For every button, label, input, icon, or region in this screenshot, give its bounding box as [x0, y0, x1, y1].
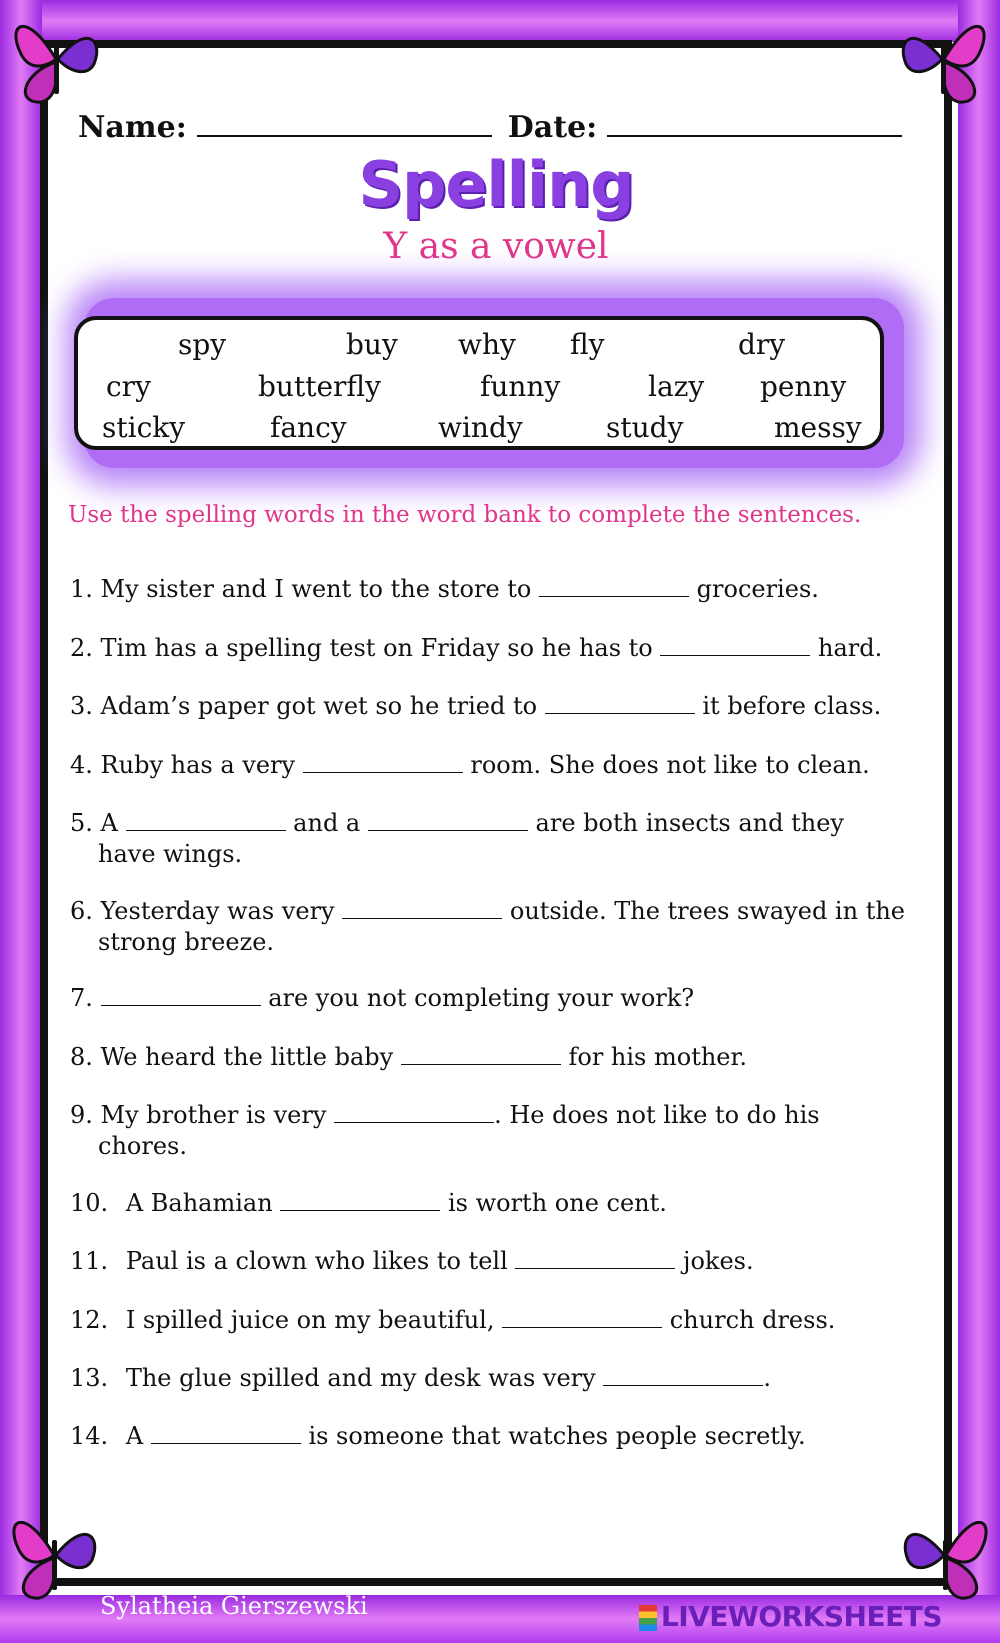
word-bank-word: study: [606, 411, 684, 444]
butterfly-icon: [4, 1500, 104, 1610]
question-text: groceries.: [696, 575, 819, 603]
question-text: .: [763, 1364, 771, 1392]
question-number: 11.: [70, 1247, 109, 1275]
question-5: [70, 808, 940, 870]
question-number: 13.: [70, 1364, 109, 1392]
word-bank: [74, 316, 884, 450]
butterfly-icon: [894, 4, 994, 114]
question-number: 5.: [70, 809, 93, 837]
question-9: [70, 1100, 940, 1162]
question-text: A: [100, 809, 118, 837]
answer-blank[interactable]: [502, 1309, 662, 1328]
question-text-continued: strong breeze.: [98, 928, 275, 956]
question-number: 12.: [70, 1306, 109, 1334]
page-border-top: [0, 0, 1000, 42]
question-number: 1.: [70, 575, 93, 603]
question-10: [70, 1188, 940, 1219]
question-8: [70, 1042, 940, 1073]
question-number: 4.: [70, 751, 93, 779]
question-number: 10.: [70, 1189, 109, 1217]
answer-blank[interactable]: [303, 754, 463, 773]
answer-blank[interactable]: [603, 1367, 763, 1386]
page-border-right: [958, 0, 1000, 1643]
question-number: 7.: [70, 984, 93, 1012]
question-text: My brother is very: [100, 1101, 327, 1129]
question-12: [70, 1305, 940, 1336]
question-text: are you not completing your work?: [268, 984, 695, 1012]
word-bank-word: dry: [738, 328, 786, 361]
question-text: is worth one cent.: [447, 1189, 667, 1217]
page-border-left: [0, 0, 42, 1643]
question-7: [70, 983, 940, 1014]
name-label: Name:: [78, 110, 187, 145]
answer-blank[interactable]: [151, 1425, 301, 1444]
author-credit: Sylatheia Gierszewski: [100, 1592, 368, 1620]
question-text: Yesterday was very: [100, 897, 335, 925]
question-text: jokes.: [683, 1247, 754, 1275]
question-6: [70, 896, 940, 958]
question-text: it before class.: [702, 692, 882, 720]
question-number: 9.: [70, 1101, 93, 1129]
word-bank-word: cry: [106, 370, 151, 403]
date-label: Date:: [507, 110, 598, 145]
answer-blank[interactable]: [515, 1250, 675, 1269]
question-text: for his mother.: [568, 1043, 747, 1071]
word-bank-word: funny: [480, 370, 561, 403]
word-bank-word: butterfly: [258, 370, 381, 403]
question-text: is someone that watches people secretly.: [308, 1422, 806, 1450]
brand-text: LIVEWORKSHEETS: [660, 1600, 942, 1633]
name-date-bar: [78, 110, 938, 145]
question-text: Adam’s paper got wet so he tried to: [100, 692, 538, 720]
instructions: Use the spelling words in the word bank to complete the sentences.: [68, 502, 862, 528]
question-text: We heard the little baby: [100, 1043, 394, 1071]
answer-blank[interactable]: [368, 812, 528, 831]
answer-blank[interactable]: [401, 1046, 561, 1065]
question-text: church dress.: [669, 1306, 836, 1334]
question-text: Tim has a spelling test on Friday so he has to: [100, 634, 653, 662]
brand-watermark: [639, 1600, 942, 1633]
word-bank-word: penny: [760, 370, 847, 403]
word-bank-word: sticky: [102, 411, 186, 444]
question-4: [70, 750, 940, 781]
butterfly-icon: [6, 4, 106, 114]
question-text: outside. The trees swayed in the: [509, 897, 905, 925]
worksheet-page: [48, 48, 944, 1578]
answer-blank[interactable]: [539, 578, 689, 597]
question-2: [70, 633, 940, 664]
question-number: 8.: [70, 1043, 93, 1071]
worksheet-subtitle: Y as a vowel: [383, 226, 609, 267]
question-text: My sister and I went to the store to: [100, 575, 532, 603]
question-3: [70, 691, 940, 722]
question-number: 6.: [70, 897, 93, 925]
word-bank-word: buy: [346, 328, 398, 361]
question-text-continued: chores.: [98, 1132, 187, 1160]
question-14: [70, 1421, 940, 1452]
liveworksheets-logo-icon: [639, 1605, 657, 1631]
date-input-line[interactable]: [607, 113, 902, 137]
question-1: [70, 574, 940, 605]
question-number: 2.: [70, 634, 93, 662]
word-bank-word: why: [458, 328, 516, 361]
question-text: I spilled juice on my beautiful,: [125, 1306, 495, 1334]
question-text-continued: have wings.: [98, 840, 243, 868]
word-bank-word: fancy: [270, 411, 347, 444]
question-13: [70, 1363, 940, 1394]
word-bank-word: windy: [438, 411, 523, 444]
question-11: [70, 1246, 940, 1277]
question-number: 14.: [70, 1422, 109, 1450]
answer-blank[interactable]: [545, 695, 695, 714]
answer-blank[interactable]: [126, 812, 286, 831]
name-input-line[interactable]: [197, 113, 492, 137]
answer-blank[interactable]: [101, 987, 261, 1006]
question-text: Paul is a clown who likes to tell: [125, 1247, 508, 1275]
question-text: . He does not like to do his: [494, 1101, 820, 1129]
question-number: 3.: [70, 692, 93, 720]
question-text: room. She does not like to clean.: [470, 751, 870, 779]
question-text: Ruby has a very: [100, 751, 296, 779]
question-text: hard.: [818, 634, 883, 662]
worksheet-title: Spelling: [358, 148, 634, 221]
word-bank-word: spy: [178, 328, 227, 361]
answer-blank[interactable]: [334, 1104, 494, 1123]
answer-blank[interactable]: [342, 900, 502, 919]
question-text: and a: [293, 809, 361, 837]
answer-blank[interactable]: [280, 1192, 440, 1211]
question-text: A Bahamian: [125, 1189, 273, 1217]
question-text: The glue spilled and my desk was very: [125, 1364, 596, 1392]
word-bank-word: fly: [570, 328, 605, 361]
word-bank-word: messy: [774, 411, 862, 444]
butterfly-icon: [896, 1500, 996, 1610]
answer-blank[interactable]: [660, 637, 810, 656]
question-text: are both insects and they: [535, 809, 844, 837]
word-bank-word: lazy: [648, 370, 705, 403]
question-text: A: [125, 1422, 144, 1450]
